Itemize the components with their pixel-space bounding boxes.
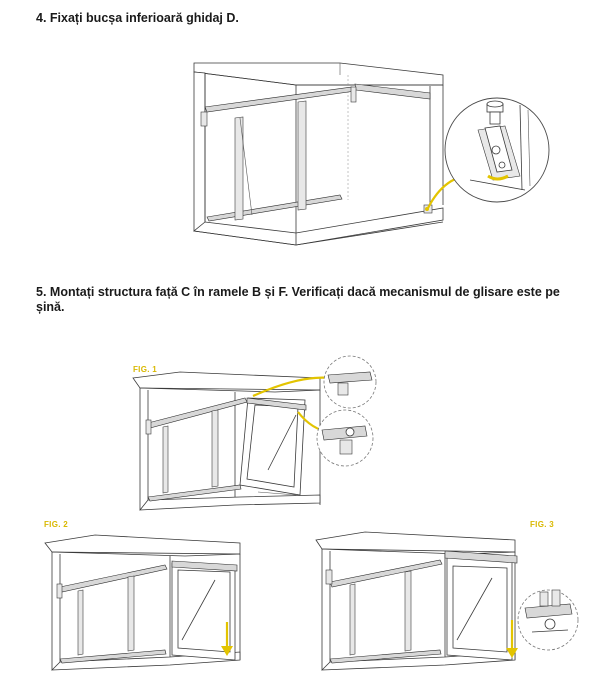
fig-3-illustration [316, 532, 578, 670]
step-4-text: Fixați bucșa inferioară ghidaj D. [49, 11, 239, 25]
step-5-text: Montați structura față C în ramele B și F. Verificați dacă mecanismul de glisare este pe șină. [36, 285, 560, 314]
step-5-number: 5. [36, 285, 47, 299]
fig-2-illustration [45, 535, 240, 670]
fig-1-label: FIG. 1 [133, 365, 158, 374]
step-4-cabinet-illustration [194, 63, 549, 245]
step-4-number: 4. [36, 11, 47, 25]
fig-3-label: FIG. 3 [530, 520, 555, 529]
fig-2-label: FIG. 2 [44, 520, 69, 529]
fig-1-illustration [133, 356, 376, 510]
